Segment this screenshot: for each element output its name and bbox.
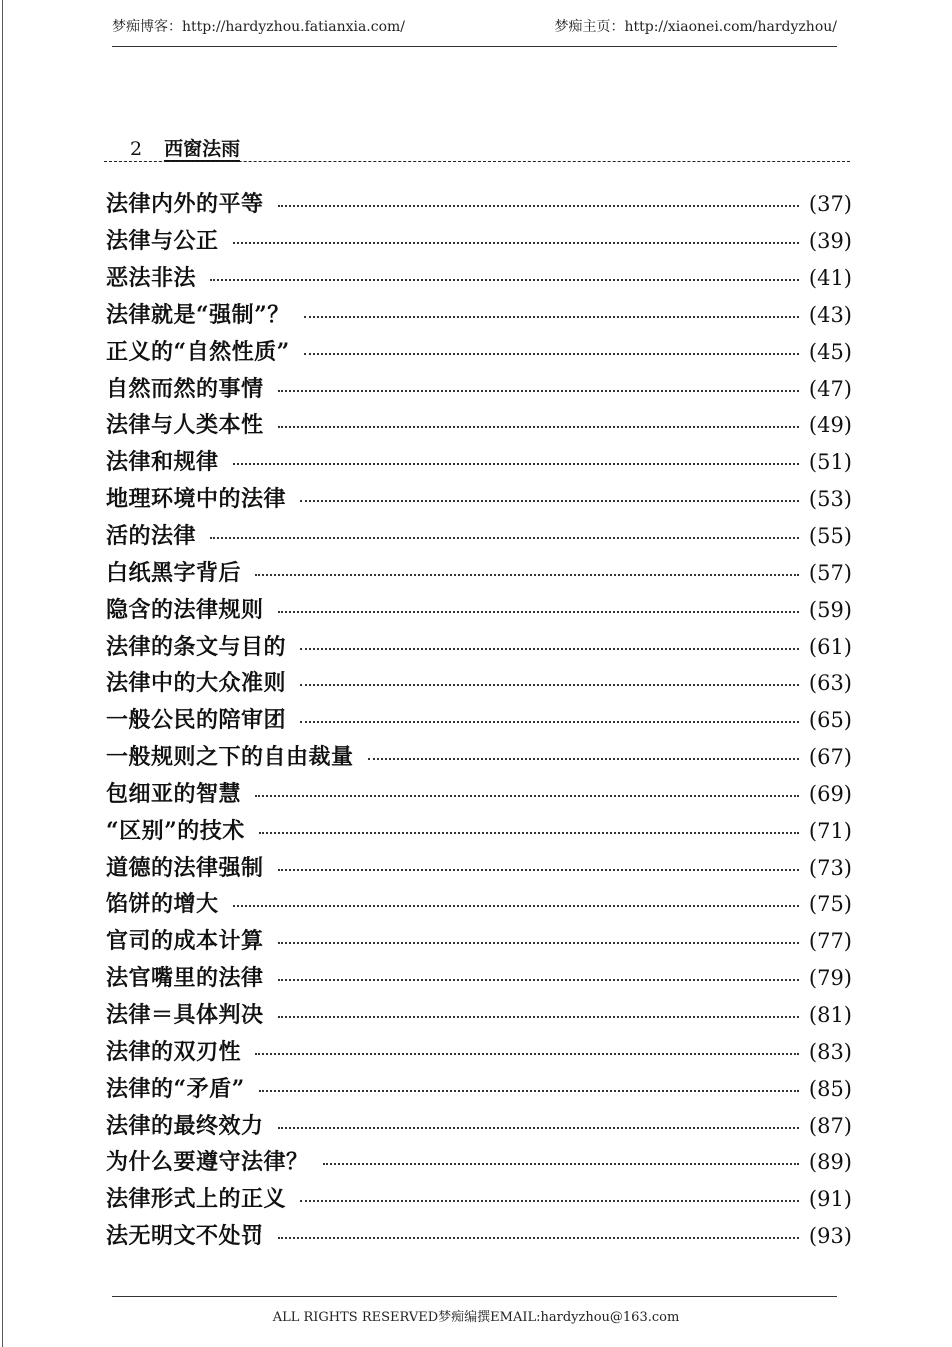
toc-entry[interactable] <box>106 702 852 739</box>
toc-entry[interactable] <box>106 923 852 960</box>
header-divider <box>112 46 837 47</box>
toc-page: (77) <box>808 929 852 954</box>
toc-title: 法律的双刃性 <box>106 1038 242 1065</box>
toc-leader <box>368 750 799 760</box>
toc-page: (43) <box>808 302 852 327</box>
toc-entry[interactable] <box>106 554 852 591</box>
toc-page: (39) <box>808 229 852 254</box>
toc-leader <box>300 676 799 686</box>
toc-entry[interactable] <box>106 333 852 370</box>
toc-leader <box>210 271 799 281</box>
toc-page: (63) <box>808 671 852 696</box>
toc-entry[interactable] <box>106 223 852 260</box>
toc-title: 法律＝具体判决 <box>106 1001 264 1028</box>
toc-leader <box>278 1119 799 1129</box>
toc-leader <box>304 308 799 318</box>
toc-leader <box>233 897 799 907</box>
toc-title: 官司的成本计算 <box>106 928 264 955</box>
toc-entry[interactable] <box>106 518 852 555</box>
toc-title: 法律就是“强制”？ <box>106 301 290 328</box>
book-title: 西窗法雨 <box>164 138 241 160</box>
toc-entry[interactable] <box>106 997 852 1034</box>
toc-entry[interactable] <box>106 297 852 334</box>
toc-entry[interactable] <box>106 1181 852 1218</box>
toc-entry[interactable] <box>106 665 852 702</box>
toc-leader <box>233 455 799 465</box>
toc-leader <box>278 861 799 871</box>
toc-title: 法官嘴里的法律 <box>106 965 264 992</box>
toc-leader <box>278 603 799 613</box>
toc-page: (87) <box>808 1113 852 1138</box>
toc-leader <box>323 1155 799 1165</box>
toc-page: (55) <box>808 524 852 549</box>
toc-page: (57) <box>808 560 852 585</box>
toc-title: 法律的“矛盾” <box>106 1075 245 1102</box>
toc-leader <box>278 971 799 981</box>
toc-entry[interactable] <box>106 812 852 849</box>
toc-page: (49) <box>808 413 852 438</box>
toc-page: (91) <box>808 1187 852 1212</box>
toc-page: (93) <box>808 1224 852 1249</box>
toc-page: (89) <box>808 1150 852 1175</box>
toc-title: 法律和规律 <box>106 449 219 476</box>
toc-entry[interactable] <box>106 1033 852 1070</box>
toc-title: 法律与公正 <box>106 228 219 255</box>
toc-entry[interactable] <box>106 1218 852 1255</box>
toc-title: 法律的最终效力 <box>106 1112 264 1139</box>
toc-leader <box>278 382 799 392</box>
toc-entry[interactable] <box>106 260 852 297</box>
toc-title: 法律中的大众准则 <box>106 670 287 697</box>
toc-title: 馅饼的增大 <box>106 891 219 918</box>
toc-title: 法律与人类本性 <box>106 412 264 439</box>
toc-leader <box>300 713 799 723</box>
toc-entry[interactable] <box>106 960 852 997</box>
toc-leader <box>300 492 799 502</box>
toc-entry[interactable] <box>106 1144 852 1181</box>
toc-title: 白纸黑字背后 <box>106 559 242 586</box>
toc-page: (65) <box>808 708 852 733</box>
toc-entry[interactable] <box>106 1070 852 1107</box>
toc-leader <box>255 787 799 797</box>
page-number: 2 <box>130 138 143 160</box>
toc-page: (79) <box>808 966 852 991</box>
toc-leader <box>278 418 799 428</box>
toc-title: 法律内外的平等 <box>106 191 264 218</box>
toc-page: (61) <box>808 634 852 659</box>
toc-entry[interactable] <box>106 481 852 518</box>
page-footer: ALL RIGHTS RESERVED梦痴编撰EMAIL:hardyzhou@163.com <box>272 1310 680 1325</box>
toc-title: 法律的条文与目的 <box>106 633 287 660</box>
header-blog-link[interactable]: 梦痴博客：http://hardyzhou.fatianxia.com/ <box>112 19 406 35</box>
toc-leader <box>278 1008 799 1018</box>
toc-page: (83) <box>808 1039 852 1064</box>
running-head <box>130 134 240 161</box>
toc-page: (37) <box>808 192 852 217</box>
toc-leader <box>278 197 799 207</box>
toc-leader <box>278 1229 799 1239</box>
page-header <box>112 16 837 36</box>
footer-divider <box>112 1296 837 1297</box>
toc-title: 一般公民的陪审团 <box>106 707 287 734</box>
toc-entry[interactable] <box>106 886 852 923</box>
toc-title: 为什么要遵守法律？ <box>106 1149 309 1176</box>
toc-page: (45) <box>808 339 852 364</box>
header-homepage-link[interactable]: 梦痴主页：http://xiaonei.com/hardyzhou/ <box>554 19 837 35</box>
toc-leader <box>233 234 799 244</box>
toc-title: 恶法非法 <box>106 265 197 292</box>
toc-leader <box>255 566 799 576</box>
toc-page: (69) <box>808 781 852 806</box>
toc-leader <box>210 529 799 539</box>
toc-title: 法无明文不处罚 <box>106 1223 264 1250</box>
toc-leader <box>255 1045 799 1055</box>
toc-page: (41) <box>808 266 852 291</box>
toc-leader <box>300 1192 799 1202</box>
toc-page: (73) <box>808 855 852 880</box>
toc-title: 一般规则之下的自由裁量 <box>106 744 354 771</box>
left-edge-line <box>2 0 3 1347</box>
toc-leader <box>278 934 799 944</box>
toc-title: 包细亚的智慧 <box>106 780 242 807</box>
toc-entry[interactable] <box>106 739 852 776</box>
toc-title: 自然而然的事情 <box>106 375 264 402</box>
toc-entry[interactable] <box>106 186 852 223</box>
toc-page: (51) <box>808 450 852 475</box>
toc-entry[interactable] <box>106 591 852 628</box>
toc-title: 法律形式上的正义 <box>106 1186 287 1213</box>
toc-title: 地理环境中的法律 <box>106 486 287 513</box>
toc-entry[interactable] <box>106 776 852 813</box>
toc-leader <box>259 1082 799 1092</box>
toc-title: “区别”的技术 <box>106 817 245 844</box>
toc-title: 正义的“自然性质” <box>106 338 290 365</box>
toc-leader <box>259 824 799 834</box>
toc-entry[interactable] <box>106 444 852 481</box>
toc-page: (81) <box>808 1002 852 1027</box>
toc-entry[interactable] <box>106 849 852 886</box>
toc-page: (71) <box>808 818 852 843</box>
toc-page: (59) <box>808 597 852 622</box>
toc-page: (85) <box>808 1076 852 1101</box>
toc-entry[interactable] <box>106 628 852 665</box>
toc-page: (75) <box>808 892 852 917</box>
toc-leader <box>300 640 799 650</box>
toc-page: (47) <box>808 376 852 401</box>
toc-page: (53) <box>808 487 852 512</box>
toc-title: 活的法律 <box>106 523 197 550</box>
toc-title: 隐含的法律规则 <box>106 596 264 623</box>
toc-entry[interactable] <box>106 370 852 407</box>
running-head-divider <box>104 161 850 162</box>
toc-entry[interactable] <box>106 1107 852 1144</box>
toc-entry[interactable] <box>106 407 852 444</box>
table-of-contents <box>106 186 852 1254</box>
toc-leader <box>304 345 799 355</box>
toc-page: (67) <box>808 745 852 770</box>
toc-title: 道德的法律强制 <box>106 854 264 881</box>
